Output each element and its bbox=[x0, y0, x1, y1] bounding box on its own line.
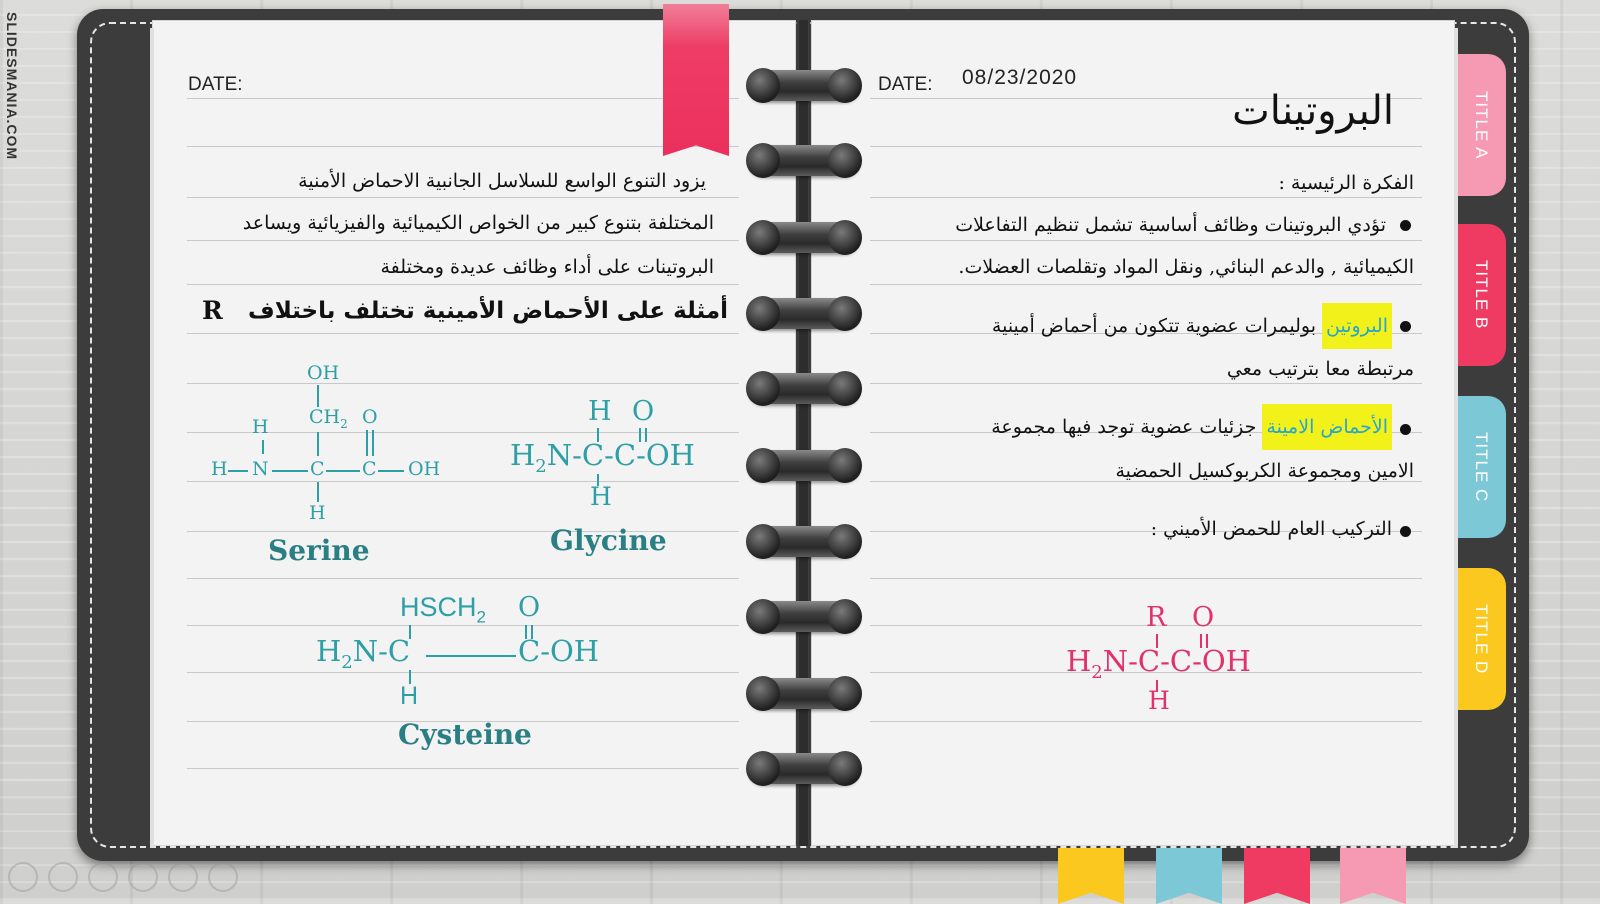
glycine-h-top: H bbox=[588, 396, 612, 427]
serine-h-bottom: H bbox=[309, 502, 326, 524]
general-formula bbox=[1066, 644, 1251, 683]
cysteine-h-bottom: H bbox=[400, 682, 419, 710]
cysteine-c-oh: C-OH bbox=[518, 634, 600, 668]
spiral-ring bbox=[748, 678, 860, 709]
cysteine-left bbox=[316, 634, 410, 673]
tab-title-c[interactable] bbox=[1456, 396, 1506, 538]
h-text: H bbox=[316, 634, 342, 668]
bullet-1-cont: الكيميائية , والدعم البنائي, ونقل المواد وتقلصات العضلات. bbox=[958, 256, 1414, 278]
bond bbox=[317, 385, 319, 407]
bullet-dot bbox=[1400, 526, 1411, 537]
spiral-ring bbox=[748, 601, 860, 632]
ruled-line bbox=[187, 481, 739, 482]
cysteine-hsch2 bbox=[400, 592, 486, 627]
serine-label: Serine bbox=[268, 534, 370, 567]
right-page-edge bbox=[1454, 28, 1458, 848]
ruled-line bbox=[870, 721, 1422, 722]
spiral-ring bbox=[748, 753, 860, 784]
bond bbox=[426, 655, 516, 657]
tab-title-c-label: TITLE C bbox=[1472, 431, 1491, 503]
paragraph-line-2: المختلفة بتنوع كبير من الخواص الكيميائية والفيزيائية ويساعد bbox=[242, 212, 714, 234]
bond bbox=[228, 470, 248, 472]
bullet-2-cont: مرتبطة معا بترتيب معي bbox=[1226, 358, 1414, 380]
h2-subscript: 2 bbox=[1091, 661, 1103, 683]
spiral-ring bbox=[748, 450, 860, 481]
bullet-3-cont: الامين ومجموعة الكربوكسيل الحمضية bbox=[1115, 460, 1414, 482]
tab-title-d[interactable] bbox=[1456, 568, 1506, 710]
bond bbox=[378, 470, 404, 472]
h-text: H bbox=[510, 438, 536, 472]
serine-n: N bbox=[252, 458, 269, 480]
spiral-ring bbox=[748, 298, 860, 329]
ruled-line bbox=[187, 578, 739, 579]
bullet-dot bbox=[1400, 321, 1411, 332]
grid-icon[interactable] bbox=[128, 862, 158, 892]
highlight-amino-acids: الأحماض الامينة bbox=[1262, 404, 1392, 450]
bullet-dot bbox=[1400, 220, 1411, 231]
general-chain: N-C-C-OH bbox=[1102, 644, 1251, 678]
tab-title-b[interactable] bbox=[1456, 224, 1506, 366]
ruled-line bbox=[187, 672, 739, 673]
ruled-line bbox=[870, 146, 1422, 147]
prev-slide-icon[interactable] bbox=[8, 862, 38, 892]
serine-h-left: H bbox=[211, 458, 228, 480]
ruled-line bbox=[870, 240, 1422, 241]
ruled-line bbox=[187, 240, 739, 241]
bond bbox=[372, 430, 374, 456]
bottom-tab-yellow[interactable] bbox=[1058, 848, 1124, 904]
h2-subscript: 2 bbox=[535, 455, 547, 477]
ruled-line bbox=[187, 383, 739, 384]
left-page-edge bbox=[150, 28, 154, 848]
h2-subscript: 2 bbox=[341, 651, 353, 673]
ruled-line bbox=[187, 146, 739, 147]
right-date-label: DATE: bbox=[878, 74, 933, 95]
bond bbox=[317, 482, 319, 502]
bond bbox=[317, 432, 319, 456]
bullet-2-text bbox=[992, 315, 1392, 337]
ruled-line bbox=[187, 197, 739, 198]
main-idea-label: الفكرة الرئيسية : bbox=[1278, 172, 1414, 194]
bond bbox=[272, 470, 308, 472]
glycine-o-top: O bbox=[632, 396, 655, 427]
general-o: O bbox=[1192, 602, 1215, 633]
examples-heading: أمثلة على الأحماض الأمينية تختلف باختلاف bbox=[247, 298, 728, 324]
r-group-label: R bbox=[202, 296, 223, 325]
bond bbox=[326, 470, 360, 472]
ruled-line bbox=[187, 768, 739, 769]
ruled-line bbox=[187, 432, 739, 433]
tab-title-b-label: TITLE B bbox=[1472, 260, 1491, 330]
bond bbox=[366, 430, 368, 456]
bullet-2-body: بوليمرات عضوية تتكون من أحماض أمينية bbox=[991, 315, 1323, 337]
serine-c2: C bbox=[362, 458, 377, 480]
notebook-spine bbox=[799, 20, 808, 846]
serine-h-top: H bbox=[252, 416, 269, 438]
zoom-icon[interactable] bbox=[168, 862, 198, 892]
bond bbox=[262, 440, 264, 454]
hsch-text: HSCH bbox=[400, 592, 477, 622]
bottom-tab-pink[interactable] bbox=[1340, 848, 1406, 904]
cysteine-label: Cysteine bbox=[398, 718, 532, 751]
bullet-dot bbox=[1400, 424, 1411, 435]
right-date-value: 08/23/2020 bbox=[962, 66, 1078, 89]
spiral-ring bbox=[748, 70, 860, 101]
general-r: R bbox=[1146, 602, 1167, 633]
paragraph-line-1: يزود التنوع الواسع للسلاسل الجانبية الاحماض الأمنية bbox=[298, 170, 706, 192]
hsch2-subscript: 2 bbox=[476, 607, 486, 627]
ruled-line bbox=[187, 333, 739, 334]
page-title: البروتينات bbox=[1232, 88, 1394, 134]
spiral-ring bbox=[748, 145, 860, 176]
ch2-subscript: 2 bbox=[340, 416, 348, 431]
glycine-chain: N-C-C-OH bbox=[546, 438, 695, 472]
bookmark-ribbon bbox=[663, 4, 729, 156]
cysteine-o-top: O bbox=[518, 592, 541, 623]
bullet-3-body: جزئيات عضوية توجد فيها مجموعة bbox=[991, 416, 1263, 438]
spiral-ring bbox=[748, 526, 860, 557]
highlight-protein: البروتين bbox=[1322, 303, 1392, 349]
left-date-label: DATE: bbox=[188, 74, 243, 95]
tab-title-d-label: TITLE D bbox=[1472, 603, 1491, 675]
pen-icon[interactable] bbox=[88, 862, 118, 892]
bullet-4-text: التركيب العام للحمض الأميني : bbox=[1150, 518, 1392, 540]
serine-o: O bbox=[362, 406, 378, 428]
bullet-3-text bbox=[991, 416, 1392, 438]
next-slide-icon[interactable] bbox=[48, 862, 78, 892]
serine-oh: OH bbox=[408, 458, 441, 480]
bottom-tab-blue[interactable] bbox=[1156, 848, 1222, 904]
ch-text: CH bbox=[309, 406, 341, 428]
bottom-tab-red[interactable] bbox=[1244, 848, 1310, 904]
ruled-line bbox=[870, 578, 1422, 579]
ruled-line bbox=[870, 284, 1422, 285]
h-text: H bbox=[1066, 644, 1092, 678]
tab-title-a[interactable] bbox=[1456, 54, 1506, 196]
serine-oh-top: OH bbox=[307, 362, 340, 384]
serine-c1: C bbox=[310, 458, 325, 480]
tab-title-a-label: TITLE A bbox=[1472, 90, 1491, 160]
ruled-line bbox=[870, 197, 1422, 198]
ruled-line bbox=[187, 284, 739, 285]
cysteine-n-c: N-C bbox=[352, 634, 411, 668]
more-icon[interactable] bbox=[208, 862, 238, 892]
slidesmania-watermark: SLIDESMANIA.COM bbox=[4, 12, 20, 160]
slideshow-nav bbox=[8, 862, 238, 892]
paragraph-line-3: البروتينات على أداء وظائف عديدة ومختلفة bbox=[380, 256, 714, 278]
ruled-line bbox=[870, 383, 1422, 384]
bullet-1-text: تؤدي البروتينات وظائف أساسية تشمل تنظيم التفاعلات bbox=[955, 214, 1386, 236]
glycine-formula bbox=[510, 438, 695, 477]
ruled-line bbox=[187, 98, 739, 99]
serine-ch2 bbox=[309, 406, 348, 431]
glycine-h-bottom: H bbox=[590, 482, 612, 511]
spiral-ring bbox=[748, 222, 860, 253]
spiral-ring bbox=[748, 373, 860, 404]
general-h-bottom: H bbox=[1148, 686, 1170, 715]
glycine-label: Glycine bbox=[550, 524, 667, 557]
